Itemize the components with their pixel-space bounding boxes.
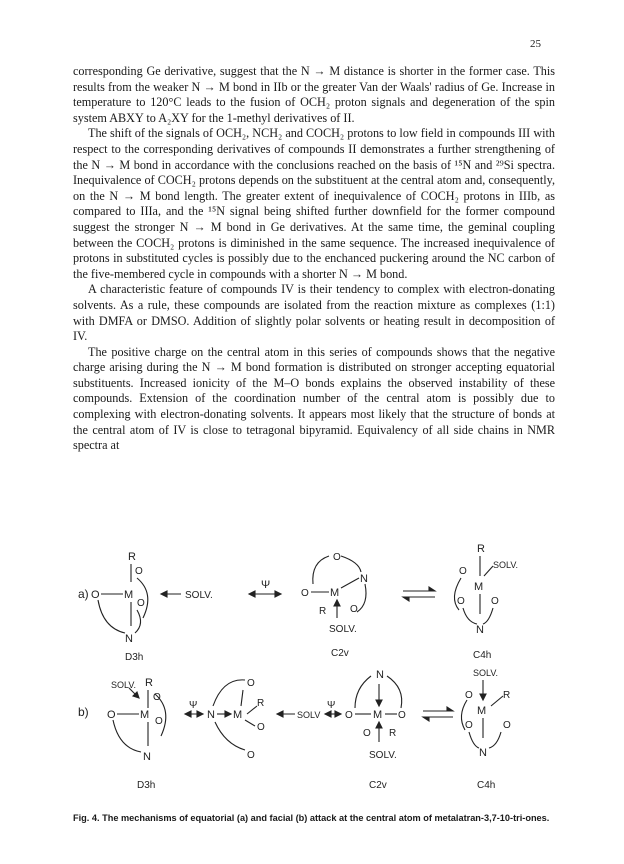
sym-b-d3h: D3h — [137, 780, 156, 791]
sym-b-c4h: C4h — [477, 780, 496, 791]
sym-a-d3h: D3h — [125, 652, 144, 663]
paragraph-3: A characteristic feature of compounds IV is their tendency to complex with electron-donating solvents. As a rule, these compounds are isolated from the reaction mixture as complexes (1:1) with DMFA or DMSO. Addition of slightly polar solvents or heating result in decomposition of IV. — [73, 282, 555, 344]
row-b-label: b) — [78, 705, 89, 719]
svg-text:M: M — [124, 589, 134, 601]
row-a-label: a) — [78, 587, 89, 601]
figure-4 — [73, 538, 555, 806]
svg-text:M: M — [233, 709, 243, 721]
page-number: 25 — [530, 38, 541, 50]
structure-a2 — [301, 552, 368, 635]
paragraph-2: The shift of the signals of OCH₂, NCH₂ and COCH₂ protons to low field in compounds III with respect to the corresponding derivatives of compounds II demonstrates a further strengthening of the N → M bond in accordance with the conclusions reached on the basis of ¹⁵N and ²⁹Si spectra. Inequivalence of COCH₂ protons depends on the substituent at the central atom and, consequently, on the N → M bond length. The greater extent of inequivalence of COCH₂ protons in IIIb, as compared to IIIa, and the ¹⁵N signal being shifted further downfield for the former compound suggest the stronger N → M bond in Ge derivatives. At the same time, the geminal coupling between the COCH₂ protons is diminished in the same sequence. The increased inequivalence of protons in substituted cycles is possibly due to the enchanced puckering around the NC carbon of the five-membered cycle in compounds with a shorter N → M bond. — [73, 126, 555, 281]
svg-text:O: O — [257, 722, 265, 733]
figure-caption: Fig. 4. The mechanisms of equatorial (a) and facial (b) attack at the central atom of metalatran-3,7-10-tri-ones. — [73, 813, 550, 823]
sym-b-c2v: C2v — [369, 780, 387, 791]
svg-text:O: O — [91, 589, 100, 601]
svg-text:O: O — [465, 690, 473, 701]
svg-text:N: N — [143, 751, 151, 763]
svg-text:O: O — [345, 710, 353, 721]
svg-text:O: O — [333, 552, 341, 563]
svg-text:SOLV.: SOLV. — [493, 560, 519, 570]
svg-text:M: M — [140, 709, 150, 721]
svg-text:O: O — [465, 720, 473, 731]
svg-text:Ψ: Ψ — [261, 579, 271, 591]
structure-a1 — [91, 551, 148, 645]
svg-text:O: O — [135, 566, 143, 577]
svg-text:O: O — [247, 750, 255, 761]
svg-text:N: N — [360, 573, 368, 585]
mechanism-diagram — [73, 538, 555, 806]
svg-text:O: O — [491, 596, 499, 607]
svg-text:O: O — [457, 596, 465, 607]
svg-text:N: N — [207, 709, 215, 721]
svg-text:SOLV.: SOLV. — [185, 590, 213, 601]
svg-text:SOLV.: SOLV. — [111, 680, 137, 690]
svg-text:R: R — [145, 677, 153, 689]
svg-text:R: R — [319, 606, 327, 617]
svg-text:N: N — [125, 633, 133, 645]
svg-text:Ψ: Ψ — [189, 700, 198, 711]
svg-text:M: M — [373, 709, 383, 721]
structure-b2 — [207, 678, 265, 761]
sym-a-c4h: C4h — [473, 650, 492, 661]
svg-text:SOLV.: SOLV. — [329, 624, 357, 635]
svg-text:O: O — [503, 720, 511, 731]
svg-text:O: O — [363, 728, 371, 739]
structure-b4 — [461, 668, 511, 759]
svg-text:M: M — [474, 581, 484, 593]
svg-text:R: R — [477, 543, 485, 555]
svg-text:R: R — [128, 551, 136, 563]
svg-text:M: M — [477, 705, 487, 717]
svg-text:O: O — [350, 604, 358, 615]
svg-text:N: N — [476, 624, 484, 636]
body-text — [73, 64, 555, 454]
svg-text:O: O — [459, 566, 467, 577]
svg-text:SOLV.: SOLV. — [369, 750, 397, 761]
paragraph-4: The positive charge on the central atom in this series of compounds shows that the negative charge arising during the N → M bond formation is distributed on stronger accepting equatorial substituents. Increased ionicity of the M–O bonds explains the observed instability of these compounds. Extension of the coordination number of the central atom is possibly due to complexing with electron-donating solvents. It appears most likely that the structure of bonds at the central atom of IV is close to tetragonal bipyramid. Equivalency of all side chains in NMR spectra at — [73, 344, 555, 453]
svg-text:N: N — [479, 747, 487, 759]
structure-b1 — [107, 677, 166, 763]
svg-text:N: N — [376, 669, 384, 681]
svg-text:O: O — [155, 716, 163, 727]
sym-a-c2v: C2v — [331, 648, 349, 659]
svg-text:M: M — [330, 587, 340, 599]
svg-text:O: O — [301, 588, 309, 599]
svg-text:O: O — [107, 709, 116, 721]
structure-b3 — [345, 669, 406, 761]
svg-text:O: O — [137, 598, 145, 609]
svg-text:R: R — [389, 728, 397, 739]
svg-text:R: R — [257, 698, 265, 709]
structure-a3 — [454, 543, 518, 636]
paragraph-1: corresponding Ge derivative, suggest that the N → M distance is shorter in the former case. This results from the weaker N → M bond in IIb or the greater Van der Waals' radius of Ge. Increase in temperature to 120°C leads to the fusion of OCH₂ proton signals and degeneration of the spin system ABXY to A₂XY for the 1-methyl derivatives of II. — [73, 64, 555, 125]
svg-text:Ψ: Ψ — [327, 700, 336, 711]
svg-text:R: R — [503, 690, 511, 701]
svg-text:O: O — [247, 678, 255, 689]
svg-text:O: O — [398, 710, 406, 721]
svg-text:SOLV.: SOLV. — [473, 668, 499, 678]
svg-text:SOLV: SOLV — [297, 710, 321, 720]
svg-text:O: O — [153, 692, 161, 703]
